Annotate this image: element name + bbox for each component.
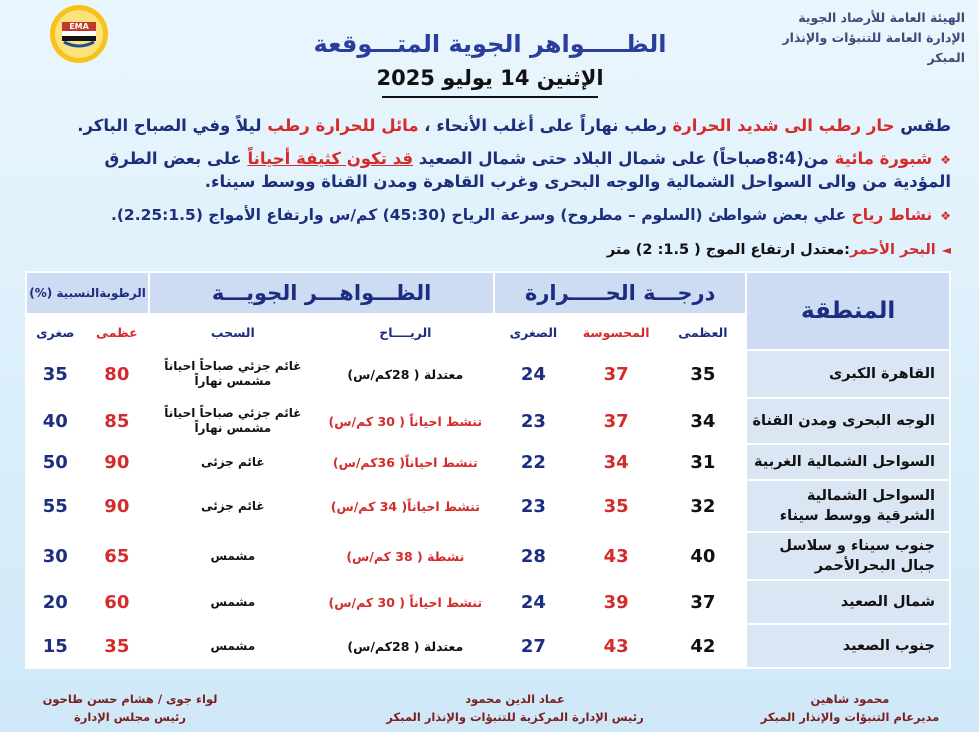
- table-row: [26, 444, 950, 480]
- diamond-bullet-icon: ❖: [940, 209, 951, 223]
- clouds-cell: مشمس: [149, 580, 316, 624]
- humidity-min-cell: 15: [26, 624, 85, 668]
- forecast-table: [25, 271, 951, 669]
- humidity-max-cell: 35: [85, 624, 150, 668]
- feels-like-temp-cell: 37: [573, 398, 660, 444]
- org-line-1: الهيئة العامة للأرصاد الجوية: [798, 10, 965, 25]
- table-row: [26, 350, 950, 398]
- organization-name: [745, 8, 965, 68]
- region-cell: السواحل الشمالية الشرقية ووسط سيناء: [746, 480, 950, 532]
- header-region: المنطقة: [746, 272, 950, 350]
- max-temp-cell: 40: [660, 532, 747, 580]
- region-cell: الوجه البحرى ومدن القناة: [746, 398, 950, 444]
- humidity-max-cell: 60: [85, 580, 150, 624]
- clouds-cell: مشمس: [149, 624, 316, 668]
- humidity-min-cell: 30: [26, 532, 85, 580]
- humidity-min-cell: 35: [26, 350, 85, 398]
- clouds-cell: غائم جزئي صباحاً احياناً مشمس نهاراً: [149, 398, 316, 444]
- table-row: [26, 580, 950, 624]
- region-cell: السواحل الشمالية الغربية: [746, 444, 950, 480]
- region-cell: جنوب الصعيد: [746, 624, 950, 668]
- org-line-2: الإدارة العامة للتنبؤات والإنذار المبكر: [782, 30, 965, 65]
- page-title: الظـــــواهر الجوية المتـــوقعة: [313, 30, 667, 58]
- wind-cell: نشطة ( 38 كم/س): [317, 532, 495, 580]
- table-row: [26, 532, 950, 580]
- min-temp-cell: 23: [494, 398, 573, 444]
- clouds-cell: غائم جزئى: [149, 480, 316, 532]
- triangle-bullet-icon: ◄: [941, 243, 951, 257]
- summary-fog: ❖شبورة مائية من(8:4صباحاً) على شمال البلاد حتى شمال الصعيد قد تكون كثيفة أحياناً على بعض الطرق المؤدية من والى السواحل الشمالية والوجه البحرى وغرب القاهرة ومدن القناة ووسط سيناء.: [104, 149, 951, 191]
- region-cell: جنوب سيناء و سلاسل جبال البحرالأحمر: [746, 532, 950, 580]
- date-underline: [382, 96, 598, 98]
- signature-chairman: لواء جوى / هشام حسن طاحون رئيس مجلس الإدارة: [42, 692, 218, 724]
- clouds-cell: غائم جزئى: [149, 444, 316, 480]
- wind-cell: معتدلة ( 28كم/س): [317, 350, 495, 398]
- diamond-bullet-icon: ❖: [940, 153, 951, 167]
- humidity-max-cell: 85: [85, 398, 150, 444]
- min-temp-cell: 24: [494, 350, 573, 398]
- humidity-min-cell: 40: [26, 398, 85, 444]
- humidity-min-cell: 55: [26, 480, 85, 532]
- summary-weather: طقس حار رطب الى شديد الحرارة رطب نهاراً على أغلب الأنحاء ، مائل للحرارة رطب ليلاً وفي الصباح الباكر.: [77, 116, 951, 135]
- header-phenomena: الظـــواهـــر الجويـــة: [149, 272, 494, 314]
- summary-wind: ❖نشاط رياح علي بعض شواطئ (السلوم – مطروح) وسرعة الرياح (45:30) كم/س وارتفاع الأمواج (2.25:1.5).: [110, 206, 951, 224]
- region-cell: القاهرة الكبرى: [746, 350, 950, 398]
- wind-cell: تنشط احياناً( 36كم/س): [317, 444, 495, 480]
- humidity-max-cell: 90: [85, 480, 150, 532]
- feels-like-temp-cell: 39: [573, 580, 660, 624]
- ema-logo: [36, 4, 122, 64]
- wind-cell: تنشط احياناً ( 30 كم/س): [317, 580, 495, 624]
- feels-like-temp-cell: 43: [573, 532, 660, 580]
- feels-like-temp-cell: 43: [573, 624, 660, 668]
- forecast-date: الإثنين 14 يوليو 2025: [376, 66, 604, 90]
- header-max: العظمى: [660, 314, 747, 350]
- table-row: [26, 398, 950, 444]
- humidity-max-cell: 65: [85, 532, 150, 580]
- min-temp-cell: 23: [494, 480, 573, 532]
- signature-head: عماد الدين محمود رئيس الإدارة المركزية للتنبؤات والإنذار المبكر: [386, 692, 644, 724]
- max-temp-cell: 35: [660, 350, 747, 398]
- max-temp-cell: 34: [660, 398, 747, 444]
- summary-red-sea: ◄البحر الأحمر:معتدل ارتفاع الموج ( 1.5: 2) متر: [606, 242, 951, 258]
- clouds-cell: غائم جزئي صباحاً احياناً مشمس نهاراً: [149, 350, 316, 398]
- table-row: [26, 480, 950, 532]
- min-temp-cell: 22: [494, 444, 573, 480]
- humidity-max-cell: 90: [85, 444, 150, 480]
- wind-cell: تنشط احياناً ( 30 كم/س): [317, 398, 495, 444]
- clouds-cell: مشمس: [149, 532, 316, 580]
- humidity-max-cell: 80: [85, 350, 150, 398]
- header-min: الصغرى: [494, 314, 573, 350]
- wind-cell: تنشط احياناً( 34 كم/س): [317, 480, 495, 532]
- feels-like-temp-cell: 34: [573, 444, 660, 480]
- feels-like-temp-cell: 35: [573, 480, 660, 532]
- wind-cell: معتدلة ( 28كم/س): [317, 624, 495, 668]
- max-temp-cell: 31: [660, 444, 747, 480]
- humidity-min-cell: 50: [26, 444, 85, 480]
- humidity-min-cell: 20: [26, 580, 85, 624]
- svg-text:EMA: EMA: [69, 22, 89, 31]
- header-feels-like: المحسوسة: [573, 314, 660, 350]
- region-cell: شمال الصعيد: [746, 580, 950, 624]
- table-row: [26, 624, 950, 668]
- signature-director: محمود شاهين مديرعام التنبؤات والإنذار المبكر: [760, 692, 940, 724]
- header-temperature: درجـــة الحـــــرارة: [494, 272, 746, 314]
- min-temp-cell: 24: [494, 580, 573, 624]
- header-wind: الريــــاح: [317, 314, 495, 350]
- header-hum-max: عظمى: [85, 314, 150, 350]
- header-hum-min: صغرى: [26, 314, 85, 350]
- header-humidity: الرطوبةالنسبية (%): [26, 272, 149, 314]
- feels-like-temp-cell: 37: [573, 350, 660, 398]
- max-temp-cell: 32: [660, 480, 747, 532]
- max-temp-cell: 42: [660, 624, 747, 668]
- header-clouds: السحب: [149, 314, 316, 350]
- min-temp-cell: 27: [494, 624, 573, 668]
- max-temp-cell: 37: [660, 580, 747, 624]
- min-temp-cell: 28: [494, 532, 573, 580]
